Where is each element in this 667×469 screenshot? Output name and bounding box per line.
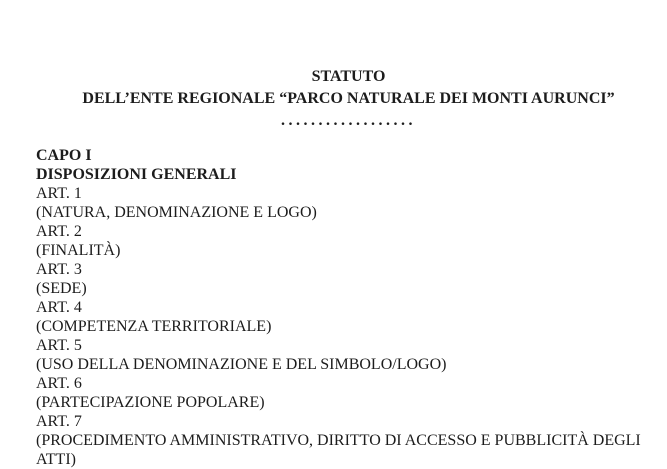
chapter-title: DISPOSIZIONI GENERALI [36, 166, 237, 183]
article-title: (NATURA, DENOMINAZIONE E LOGO) [36, 204, 317, 221]
article-number: ART. 1 [36, 185, 82, 202]
article-number: ART. 6 [36, 375, 82, 392]
article-title: (PROCEDIMENTO AMMINISTRATIVO, DIRITTO DI ACCESSO E PUBBLICITÀ DEGLI ATTI) [36, 432, 641, 468]
article-title: (COMPETENZA TERRITORIALE) [36, 318, 272, 335]
table-of-contents [36, 146, 661, 469]
article-title: (PARTECIPAZIONE POPOLARE) [36, 394, 265, 411]
document-title: STATUTO [311, 68, 386, 85]
article-number: ART. 5 [36, 337, 82, 354]
separator-dots: .................. [281, 112, 416, 129]
article-title: (FINALITÀ) [36, 242, 121, 259]
article-number: ART. 2 [36, 223, 82, 240]
article-title: (USO DELLA DENOMINAZIONE E DEL SIMBOLO/LOGO) [36, 356, 447, 373]
document-subtitle: DELL’ENTE REGIONALE “PARCO NATURALE DEI MONTI AURUNCI” [82, 90, 615, 107]
article-title: (SEDE) [36, 280, 87, 297]
document-header [36, 66, 661, 132]
article-number: ART. 7 [36, 413, 82, 430]
article-number: ART. 3 [36, 261, 82, 278]
article-number: ART. 4 [36, 299, 82, 316]
chapter-label: CAPO I [36, 147, 92, 164]
